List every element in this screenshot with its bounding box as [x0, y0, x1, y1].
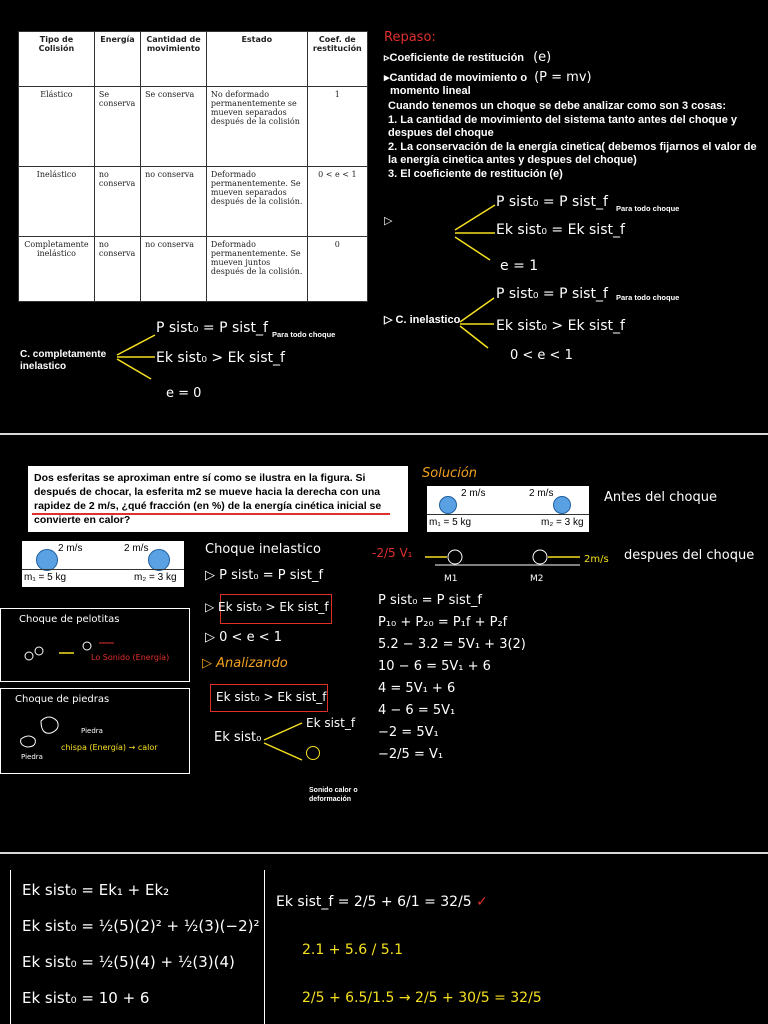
elastic-note: Para todo choque [616, 204, 680, 213]
velocity-1: 2 m/s [461, 488, 486, 499]
calc-line: 2/5 + 6.5/1.5 → 2/5 + 30/5 = 32/5 [302, 990, 542, 1006]
velocity-2: 2 m/s [124, 543, 149, 554]
table-header: Cantidad de movimiento [141, 32, 207, 87]
table-cell: 0 [307, 237, 367, 302]
table-row [19, 237, 368, 302]
repaso-body [388, 100, 763, 181]
margin-line [10, 870, 11, 1024]
table-cell: 1 [307, 87, 367, 167]
table-cell: Se conserva [94, 87, 140, 167]
elastic-eq-3: e = 1 [500, 258, 539, 274]
table-cell: Se conserva [141, 87, 207, 167]
problem-statement: Dos esferitas se aproximan entre sí como se ilustra en la figura. Si después de chocar, la esferita m2 se mueve hacia la derecha con una rapidez de 2 m/s, ¿qué fracción (en %) de la energía cinética inicial se convierte en calor? [28, 466, 408, 532]
complete-note: Para todo choque [272, 330, 336, 339]
arrow-group-complete [115, 325, 160, 385]
ball-m1 [36, 549, 58, 571]
repaso-point-2: 2. La conservación de la energía cinetica( debemos fijarnos el valor de la energía cinetica antes y despues del choque) [388, 140, 757, 166]
after-collision-diagram [415, 545, 595, 585]
collision-table [18, 31, 368, 302]
velocity-2: 2 m/s [529, 488, 554, 499]
table-header: Estado [206, 32, 307, 87]
calc-line-text: Ek sist_f = 2/5 + 6/1 = 32/5 [276, 894, 472, 910]
ball-m2 [148, 549, 170, 571]
momentum-equations [378, 590, 588, 766]
repaso-item-1: ▹Coeficiente de restitución (e) [384, 50, 552, 65]
mass-2: m₂ = 3 kg [134, 572, 177, 583]
initial-energy-calc [22, 872, 262, 1016]
inelastic-label-text: C. inelastico [395, 314, 461, 326]
table-cell: no conserva [141, 237, 207, 302]
inelastic-note: Para todo choque [616, 293, 680, 302]
solution-line-6: Ek sist_f [306, 716, 356, 730]
inelastic-eq-2: Ek sist₀ > Ek sist_f [496, 318, 625, 334]
complete-label: C. completamente inelastico [20, 349, 107, 372]
v2-after: 2m/s [584, 554, 609, 565]
repaso-point-3: 3. El coeficiente de restitución (e) [388, 167, 563, 180]
mass-2: m₂ = 3 kg [541, 517, 584, 528]
equation-line: −2/5 = V₁ [378, 747, 444, 762]
equation-line: 10 − 6 = 5V₁ + 6 [378, 659, 491, 674]
pelotitas-note: Lo Sonido (Energía) [91, 653, 170, 662]
repaso-item-1-text: Coeficiente de restitución [389, 52, 525, 64]
equation-line: P₁₀ + P₂₀ = P₁f + P₂f [378, 615, 508, 630]
elastic-eq-1: P sist₀ = P sist_f [496, 194, 608, 210]
solution-line-1-text: P sist₀ = P sist_f [219, 568, 324, 583]
complete-eq-1: P sist₀ = P sist_f [156, 320, 268, 336]
repaso-item-2b: momento lineal [390, 85, 471, 97]
v1-after: -2/5 V₁ [372, 546, 413, 560]
m2-label: M2 [530, 574, 544, 584]
problem-figure-before [427, 486, 589, 532]
table-cell: Inelástico [19, 167, 95, 237]
equation-line: 4 − 6 = 5V₁ [378, 703, 456, 718]
repaso-title: Repaso: [384, 30, 436, 45]
equation-line: 4 = 5V₁ + 6 [378, 681, 456, 696]
pelotitas-note-text: Sonido (Energía) [102, 653, 170, 662]
chispa-text: chispa (Energía) → calor [61, 743, 158, 752]
analizando-label: ▷ Analizando [202, 656, 288, 671]
inelastic-label: ▷ C. inelastico [384, 314, 461, 326]
table-cell: No deformado permanentemente se mueven separados después de la colisión [206, 87, 307, 167]
solution-line-4: Ek sist₀ > Ek sist_f [216, 690, 327, 704]
arrow-group-energy [262, 715, 312, 775]
velocity-1: 2 m/s [58, 543, 83, 554]
before-label: Antes del choque [604, 490, 717, 505]
section-divider [0, 852, 768, 854]
calc-line: 2.1 + 5.6 / 5.1 [302, 942, 404, 958]
table-row [19, 167, 368, 237]
calc-line: Ek sist₀ = ½(5)(2)² + ½(3)(−2)² [22, 917, 260, 935]
table-cell: no conserva [94, 167, 140, 237]
energy-loss-note: Sonido calor o deformación [309, 787, 358, 803]
table-cell: Deformado permanentemente. Se mueven separados después de la colisión. [206, 167, 307, 237]
mass-1: m₁ = 5 kg [24, 572, 67, 583]
calc-line: Ek sist_f = 2/5 + 6/1 = 32/5 ✓ [276, 894, 488, 910]
solution-title: Solución [422, 466, 478, 481]
choque-label: Choque inelastico [205, 542, 321, 557]
solution-line-2: ▷ Ek sist₀ > Ek sist_f [205, 600, 329, 614]
final-energy-calc [276, 878, 566, 1022]
elastic-eq-2: Ek sist₀ = Ek sist_f [496, 222, 625, 238]
complete-eq-2: Ek sist₀ > Ek sist_f [156, 350, 285, 366]
arrow-group-inelastic [458, 290, 498, 355]
solution-line-3: ▷ 0 < e < 1 [205, 630, 282, 645]
ball-m1 [439, 496, 457, 514]
analizando-text: Analizando [216, 656, 288, 671]
pelotitas-sketch [9, 631, 129, 671]
after-label: despues del choque [624, 548, 755, 563]
table-cell: Completamente inelástico [19, 237, 95, 302]
repaso-intro: Cuando tenemos un choque se debe analizar como son 3 cosas: [388, 100, 727, 112]
calc-line: Ek sist₀ = 10 + 6 [22, 989, 150, 1007]
m1-label: M1 [444, 574, 458, 584]
section-divider [0, 433, 768, 435]
inelastic-eq-1: P sist₀ = P sist_f [496, 286, 608, 302]
problem-figure [22, 541, 184, 587]
complete-eq-3: e = 0 [166, 386, 202, 401]
solution-line-3-text: 0 < e < 1 [219, 630, 282, 645]
column-divider [264, 870, 265, 1024]
equation-line: P sist₀ = P sist_f [378, 593, 482, 608]
circle-icon [306, 746, 320, 760]
mass-1: m₁ = 5 kg [429, 517, 472, 528]
restitution-symbol: (e) [533, 50, 552, 65]
table-header: Tipo de Colisión [19, 32, 95, 87]
problem-underline [32, 513, 390, 515]
solution-line-1: ▷ P sist₀ = P sist_f [205, 568, 324, 583]
table-cell: Deformado permanentemente. Se mueven juntos después de la colisión. [206, 237, 307, 302]
table-cell: no conserva [141, 167, 207, 237]
solution-line-2-text: Ek sist₀ > Ek sist_f [218, 600, 329, 614]
equation-line: −2 = 5V₁ [378, 725, 439, 740]
bullet-icon: ▷ [384, 215, 393, 227]
pelotitas-label: Choque de pelotitas [19, 614, 120, 625]
piedra-label: Piedra [81, 727, 103, 735]
calc-line: Ek sist₀ = ½(5)(4) + ½(3)(4) [22, 953, 235, 971]
table-row [19, 87, 368, 167]
solution-line-5: Ek sist₀ [214, 730, 262, 745]
momentum-formula: (P = mv) [534, 70, 592, 85]
repaso-point-1: 1. La cantidad de movimiento del sistema tanto antes del choque y despues del choque [388, 113, 738, 139]
piedras-label: Choque de piedras [15, 694, 110, 705]
table-header: Energía [94, 32, 140, 87]
table-header: Coef. de restitución [307, 32, 367, 87]
equation-line: 5.2 − 3.2 = 5V₁ + 3(2) [378, 637, 526, 652]
repaso-item-2-text: Cantidad de movimiento o [389, 72, 528, 84]
table-cell: no conserva [94, 237, 140, 302]
arrow-group-elastic [450, 195, 500, 275]
piedras-box [0, 688, 190, 774]
pelotitas-box [0, 608, 190, 682]
inelastic-eq-3: 0 < e < 1 [510, 348, 573, 363]
table-cell: 0 < e < 1 [307, 167, 367, 237]
chispa-label [61, 743, 158, 752]
ball-m2 [553, 496, 571, 514]
piedra-label: Piedra [21, 753, 43, 761]
repaso-item-2: ▸Cantidad de movimiento o (P = mv) [384, 70, 592, 85]
calc-line: Ek sist₀ = Ek₁ + Ek₂ [22, 881, 170, 899]
table-cell: Elástico [19, 87, 95, 167]
